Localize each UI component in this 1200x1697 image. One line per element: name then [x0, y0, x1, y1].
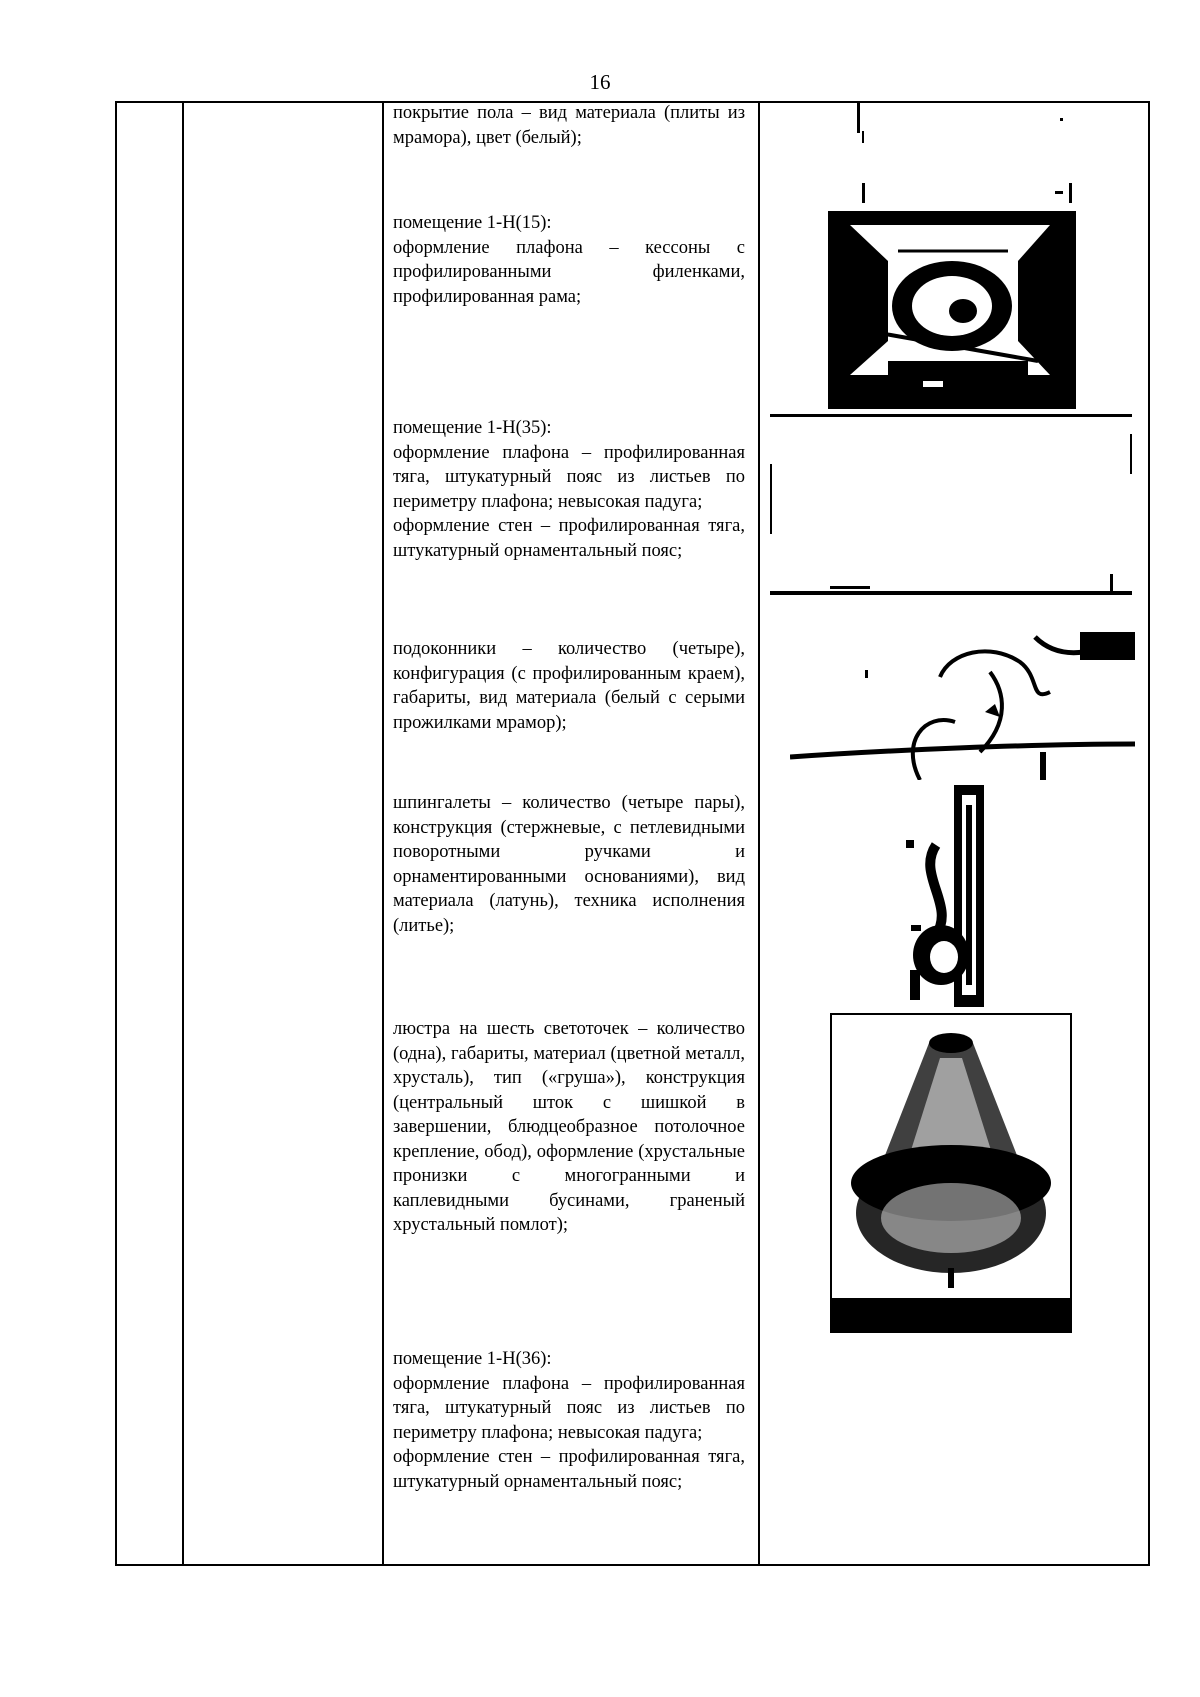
text-room-36: [393, 1347, 745, 1494]
column-divider-2: [382, 103, 384, 1564]
column-divider-1: [182, 103, 184, 1564]
text-latches: [393, 791, 745, 938]
photo-crystal-chandelier: [830, 1013, 1072, 1333]
room-35-ceiling: оформление плафона – профилированная тяга, штукатурный пояс из листьев по периметру плафона; невысокая падуга;: [393, 442, 745, 512]
latches-paragraph: шпингалеты – количество (четыре пары), конструкция (стержневые, с петлевидными поворотными ручками и орнаментированными основаниями), вид материала (латунь), техника исполнения (литье);: [393, 793, 745, 936]
room-15-ceiling: оформление плафона – кессоны с профилированными филенками, профилированная рама;: [393, 237, 745, 307]
photo-floor-fragment: [845, 103, 1075, 203]
floor-paragraph: покрытие пола – вид материала (плиты из мрамора), цвет (белый);: [393, 103, 745, 148]
room-36-ceiling: оформление плафона – профилированная тяга, штукатурный пояс из листьев по периметру плафона; невысокая падуга;: [393, 1373, 745, 1443]
room-35-walls: оформление стен – профилированная тяга, штукатурный орнаментальный пояс;: [393, 516, 745, 561]
room-35-heading: помещение 1-Н(35):: [393, 418, 552, 438]
sills-paragraph: подоконники – количество (четыре), конфигурация (с профилированным краем), габариты, вид материала (белый с серыми прожилками мрамор);: [393, 639, 745, 733]
text-chandelier: [393, 1017, 745, 1238]
text-room-35: [393, 416, 745, 563]
page-number: 16: [589, 70, 611, 94]
room-15-heading: помещение 1-Н(15):: [393, 213, 552, 233]
room-36-heading: помещение 1-Н(36):: [393, 1349, 552, 1369]
text-sills: [393, 637, 745, 735]
chandelier-paragraph: люстра на шесть светоточек – количество (одна), габариты, материал (цветной металл, хрусталь), тип («груша»), конструкция (центральный шток с шишкой в завершении, блюдцеобразное потолочное крепление, обод), оформление (хрустальные пронизки с многогранными и каплевидными бусинами, граненый хрустальный помлот);: [393, 1019, 745, 1235]
column-divider-3: [758, 103, 760, 1564]
text-room-15: [393, 211, 745, 309]
photo-window-sill: [790, 632, 1135, 780]
photo-espagnolette-latch: [896, 785, 1006, 1007]
text-floor: [393, 101, 745, 150]
photo-ceiling-room-35: [770, 414, 1132, 598]
room-36-walls: оформление стен – профилированная тяга, штукатурный орнаментальный пояс;: [393, 1447, 745, 1492]
photo-coffered-ceiling: [828, 211, 1076, 409]
